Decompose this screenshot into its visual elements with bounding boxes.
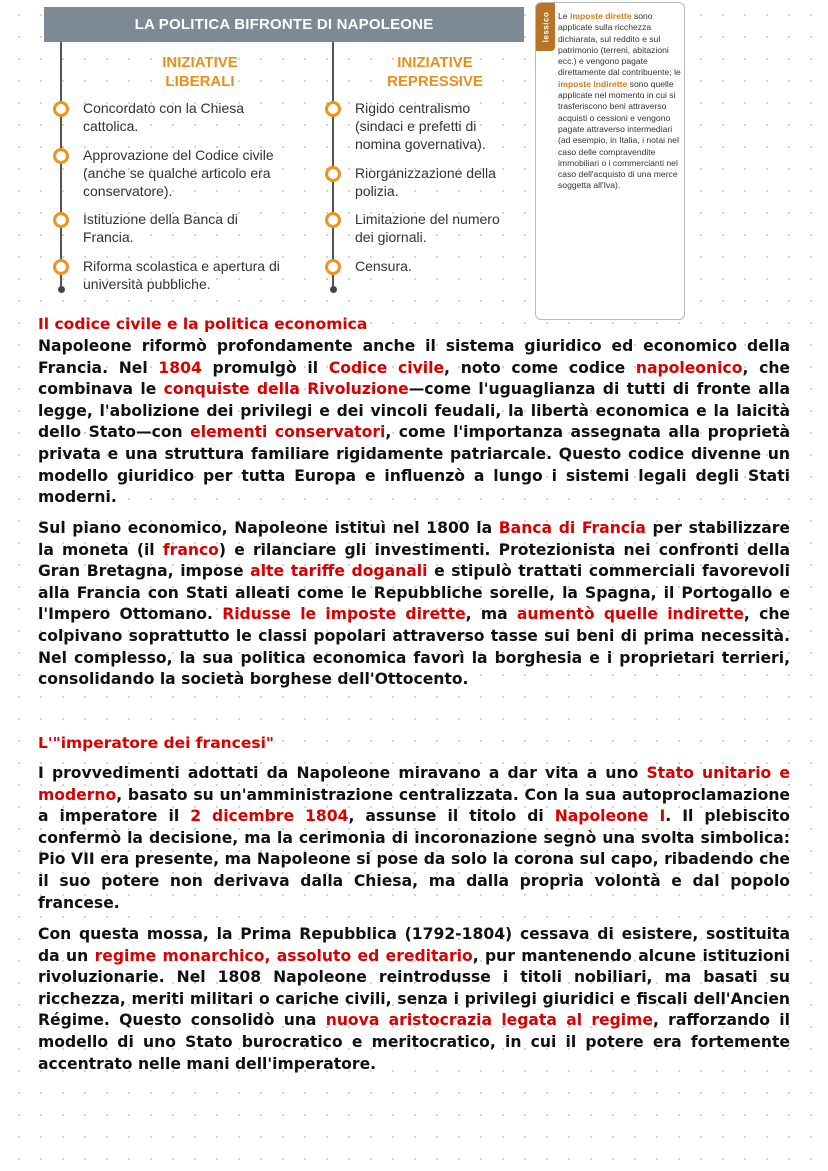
text-run: . Il plebiscito confermò la decisione, ma la cerimonia di incoronazione segnò una svolta simbolica: Pio VII era presente, ma Napoleone si pose da solo la corona sul capo, ribadendo che il suo potere non derivava dalla Chiesa, ma dalla propria volontà e dal popolo francese.: [38, 807, 790, 912]
paragraph: [38, 924, 790, 1075]
repressive-item: Limitazione del numero dei giornali.: [355, 211, 500, 245]
text-run: per stabilizzare la moneta (il: [38, 519, 791, 559]
bullet-icon: [53, 148, 69, 164]
bullet-icon: [53, 101, 69, 117]
text-run: Con questa mossa, la Prima Repubblica (1792-1804) cessava di esistere, sostituita da un: [38, 925, 790, 965]
bullet-icon: [325, 166, 341, 182]
glossary-box: [535, 2, 685, 320]
text-run: , che colpivano soprattutto le classi popolari attraverso tasse sui beni di prima necessità. Nel complesso, la sua politica economica favorì la borghesia e i proprietari terrieri, consolidando la società borghese dell'Ottocento.: [38, 605, 790, 689]
text-run: ) e rilanciare gli investimenti. Protezionista nei confronti della Gran Bretagna, impose: [38, 540, 791, 581]
text-run: , rafforzando il modello di uno Stato burocratico e meritocratico, in cui il potere era fortemente accentrato nelle mani dell'imperatore.: [38, 1011, 790, 1073]
bullet-icon: [325, 212, 341, 228]
right-timeline: [332, 42, 334, 288]
highlighted-term: Stato unitario e moderno: [38, 764, 790, 804]
section-title: Il codice civile e la politica economica: [38, 315, 368, 333]
text-run: Sul piano economico, Napoleone istituì nel 1800 la: [38, 519, 499, 537]
highlighted-term: aumentò quelle indirette: [516, 605, 744, 624]
highlighted-term: napoleonico: [635, 358, 743, 377]
bullet-icon: [325, 259, 341, 275]
text-run: , che combinava le: [38, 358, 790, 399]
highlighted-term: regime monarchico, assoluto ed ereditario: [94, 946, 473, 965]
timeline-end-dot: [58, 286, 65, 293]
liberal-item: Riforma scolastica e apertura di università pubbliche.: [83, 258, 280, 292]
text-run: Napoleone riformò profondamente anche il sistema giuridico ed economico della Francia. Nel: [38, 337, 790, 377]
text-run: , basato su un'amministrazione centralizzata. Con la sua autoproclamazione a imperatore il: [38, 785, 790, 826]
bullet-icon: [325, 101, 341, 117]
text-run: , come l'importanza assegnata alla proprietà privata e una struttura familiare rigidamente patriarcale. Questo codice divenne un modello giuridico per tutta Europa e influenzò a lungo i sistemi legali degli Stati moderni.: [38, 423, 790, 507]
liberal-heading: INIZIATIVE LIBERALI: [162, 54, 238, 90]
highlighted-term: alte tariffe doganali: [250, 562, 428, 581]
bullet-icon: [53, 212, 69, 228]
section-title: L'"imperatore dei francesi": [38, 734, 274, 752]
bullet-icon: [53, 259, 69, 275]
text-run: e stipulò trattati commerciali favorevoli alla Francia con Stati alleati come le Repubbliche sorelle, la Spagna, il Portogallo e l'Impero Ottomano.: [38, 562, 790, 624]
text-run: I provvedimenti adottati da Napoleone miravano a dar vita a uno: [38, 764, 647, 782]
text-run: , pur mantenendo alcune istituzioni rivoluzionarie. Nel 1808 Napoleone reintrodusse i titoli nobiliari, ma basati su ricchezza, meriti militari o cariche civili, senza i privilegi giuridici e fiscali dell'Ancien Régime. Questo consolidò una: [38, 946, 791, 1030]
repressive-heading: INIZIATIVE REPRESSIVE: [387, 54, 483, 90]
highlighted-term: 2 dicembre 1804: [190, 807, 349, 826]
repressive-item: Riorganizzazione della polizia.: [355, 165, 496, 199]
highlighted-term: Ridusse le imposte dirette: [222, 605, 466, 624]
highlighted-term: Napoleone I: [554, 807, 666, 826]
left-timeline: [60, 42, 62, 288]
glossary-text: Le imposte dirette sono applicate sulla ricchezza dichiarata, sul reddito e sul patrimonio (terreni, abitazioni ecc.) e vengono pagate direttamente dal contribuente; le imposte indirette sono quelle applicate nel momento in cui si trasferiscono beni attraverso acquisti o cessioni e vengono pagate attraverso intermediari (ad esempio, in Italia, i notai nel caso delle compravendite immobiliari o i commercianti nel caso dell'acquisto di una merce soggetta all'Iva).: [558, 11, 681, 191]
paragraph: [38, 763, 790, 914]
highlighted-term: franco: [162, 540, 219, 559]
liberal-item: Approvazione del Codice civile (anche se qualche articolo era conservatore).: [83, 147, 274, 199]
highlighted-term: 1804: [158, 358, 202, 377]
liberal-item: Concordato con la Chiesa cattolica.: [83, 100, 245, 134]
highlighted-term: Banca di Francia: [498, 519, 646, 537]
text-run: , assunse il titolo di: [348, 807, 555, 826]
text-run: , ma: [465, 605, 517, 624]
repressive-item: Censura.: [355, 258, 412, 274]
highlighted-term: elementi conservatori: [190, 423, 386, 442]
highlighted-term: nuova aristocrazia legata al regime: [325, 1011, 653, 1030]
highlighted-term: Codice civile: [328, 358, 445, 377]
liberal-item: Istituzione della Banca di Francia.: [83, 211, 238, 245]
glossary-term: imposte dirette: [569, 11, 632, 21]
timeline-end-dot: [330, 286, 337, 293]
glossary-term: imposte indirette: [558, 78, 628, 89]
glossary-tab: lessico: [536, 3, 555, 51]
highlighted-term: conquiste della Rivoluzione: [163, 380, 409, 399]
repressive-item: Rigido centralismo (sindaci e prefetti di nomina governativa).: [355, 100, 486, 152]
text-run: promulgò il: [201, 358, 329, 377]
diagram-title: LA POLITICA BIFRONTE DI NAPOLEONE: [44, 7, 524, 42]
text-run: —come l'uguaglianza di tutti di fronte alla legge, l'abolizione dei privilegi e dei vincoli feudali, la libertà economica e la laicità dello Stato—con: [38, 380, 790, 442]
text-run: , noto come codice: [444, 358, 636, 377]
paragraph: [38, 518, 790, 691]
paragraph: [38, 336, 790, 509]
